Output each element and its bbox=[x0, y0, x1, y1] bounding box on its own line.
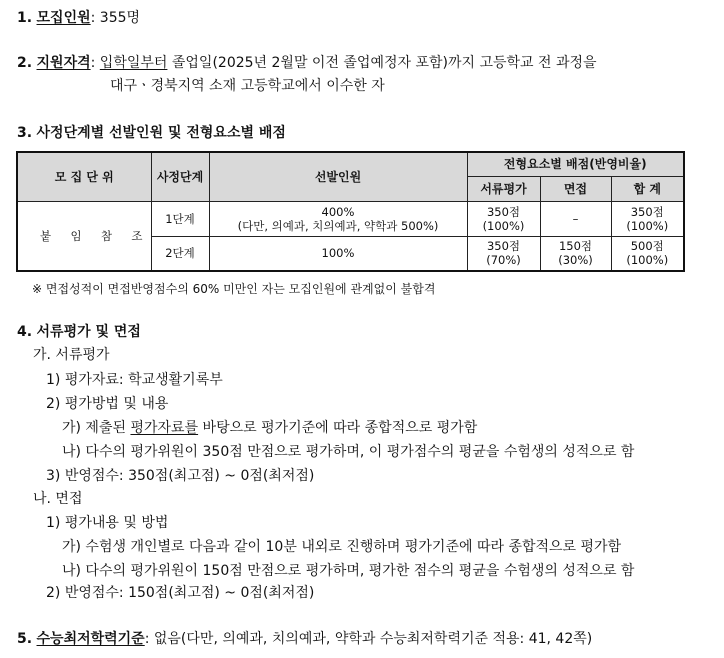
interview-cell: – bbox=[540, 201, 611, 236]
header-interview: 면접 bbox=[540, 176, 611, 201]
section-5 bbox=[17, 630, 592, 648]
section-2 bbox=[17, 54, 597, 72]
unit-char: 붙 bbox=[40, 228, 52, 243]
doc-eval-heading: 가. 서류평가 bbox=[33, 347, 110, 363]
section-1-colon: : bbox=[90, 10, 96, 26]
section-2-line2: 대구ㆍ경북지역 소재 고등학교에서 이수한 자 bbox=[110, 78, 385, 94]
header-doc: 서류평가 bbox=[467, 176, 540, 201]
section-5-title: 수능최저학력기준 bbox=[36, 631, 145, 647]
select-value: 400% bbox=[321, 204, 355, 219]
selection-table bbox=[16, 151, 685, 272]
interview-item-1-na: 나) 다수의 평가위원이 150점 만점으로 평가하며, 평가한 점수의 평균을 수험생의 성적으로 함 bbox=[62, 563, 635, 579]
section-5-number: 5. bbox=[17, 631, 33, 647]
doc-cell bbox=[467, 201, 540, 236]
total-cell bbox=[611, 236, 684, 271]
header-score: 전형요소별 배점(반영비율) bbox=[467, 152, 684, 176]
interview-score: 150점 bbox=[558, 239, 593, 254]
section-5-colon: : bbox=[144, 631, 150, 647]
table-note: ※ 면접성적이 면접반영점수의 60% 미만인 자는 모집인원에 관계없이 불합격 bbox=[32, 282, 436, 296]
doc-eval-ga-pre: 가) 제출된 bbox=[62, 420, 131, 436]
section-4-heading bbox=[17, 323, 141, 341]
doc-score: 350점 bbox=[486, 239, 521, 254]
stage-cell: 1단계 bbox=[151, 201, 209, 236]
stage-cell: 2단계 bbox=[151, 236, 209, 271]
table-row bbox=[17, 201, 684, 236]
interview-ratio: (30%) bbox=[558, 253, 593, 268]
total-score: 500점 bbox=[630, 239, 664, 254]
section-1-number: 1. bbox=[17, 10, 33, 26]
section-4-number: 4. bbox=[17, 324, 33, 340]
doc-ratio: (100%) bbox=[482, 218, 525, 233]
doc-eval-item-2-ga bbox=[62, 419, 477, 437]
header-unit: 모 집 단 위 bbox=[17, 152, 151, 201]
section-2-number: 2. bbox=[17, 55, 33, 71]
select-cell: 100% bbox=[209, 236, 467, 271]
unit-char: 조 bbox=[131, 228, 143, 243]
section-2-line1-underlined: 입학일부터 bbox=[99, 55, 168, 71]
section-3-title: 사정단계별 선발인원 및 전형요소별 배점 bbox=[36, 125, 286, 141]
interview-heading: 나. 면접 bbox=[33, 491, 83, 507]
unit-cell bbox=[17, 201, 151, 271]
unit-char: 참 bbox=[100, 228, 113, 243]
doc-ratio: (70%) bbox=[486, 253, 521, 268]
section-1-title: 모집인원 bbox=[36, 10, 91, 26]
interview-cell bbox=[540, 236, 611, 271]
section-2-line1-rest: 졸업일(2025년 2월말 이전 졸업예정자 포함)까지 고등학교 전 과정을 bbox=[167, 55, 597, 71]
doc-cell bbox=[467, 236, 540, 271]
doc-eval-ga-underlined: 평가자료를 bbox=[130, 420, 199, 436]
header-stage: 사정단계 bbox=[151, 152, 209, 201]
unit-char: 임 bbox=[70, 228, 82, 243]
select-cell bbox=[209, 201, 467, 236]
section-5-value: 없음(다만, 의예과, 치의예과, 약학과 수능최저학력기준 적용: 41, 42쪽) bbox=[149, 631, 593, 647]
select-note: (다만, 의예과, 치의예과, 약학과 500%) bbox=[237, 218, 439, 233]
section-3-heading bbox=[17, 124, 286, 142]
total-cell bbox=[611, 201, 684, 236]
header-select: 선발인원 bbox=[209, 152, 467, 201]
section-2-title: 지원자격 bbox=[36, 55, 91, 71]
section-2-colon: : bbox=[90, 55, 96, 71]
doc-eval-item-2-na: 나) 다수의 평가위원이 350점 만점으로 평가하며, 이 평가점수의 평균을 수험생의 성적으로 함 bbox=[62, 444, 635, 460]
total-score: 350점 bbox=[630, 204, 664, 219]
header-total: 합 계 bbox=[611, 176, 684, 201]
doc-eval-item-1: 1) 평가자료: 학교생활기록부 bbox=[46, 372, 223, 388]
doc-eval-item-2: 2) 평가방법 및 내용 bbox=[46, 396, 169, 412]
section-4-title: 서류평가 및 면접 bbox=[36, 324, 141, 340]
total-ratio: (100%) bbox=[626, 218, 669, 233]
section-1-value: 355명 bbox=[99, 10, 141, 26]
interview-item-1: 1) 평가내용 및 방법 bbox=[46, 515, 169, 531]
interview-item-1-ga: 가) 수험생 개인별로 다음과 같이 10분 내외로 진행하며 평가기준에 따라 종합적으로 평가함 bbox=[62, 539, 622, 555]
doc-eval-ga-post: 바탕으로 평가기준에 따라 종합적으로 평가함 bbox=[198, 420, 478, 436]
section-3-number: 3. bbox=[17, 125, 33, 141]
section-1 bbox=[17, 9, 140, 27]
doc-eval-item-3: 3) 반영점수: 350점(최고점) ~ 0점(최저점) bbox=[46, 468, 315, 484]
total-ratio: (100%) bbox=[626, 253, 669, 268]
doc-score: 350점 bbox=[486, 204, 521, 219]
interview-item-2: 2) 반영점수: 150점(최고점) ~ 0점(최저점) bbox=[46, 585, 315, 601]
